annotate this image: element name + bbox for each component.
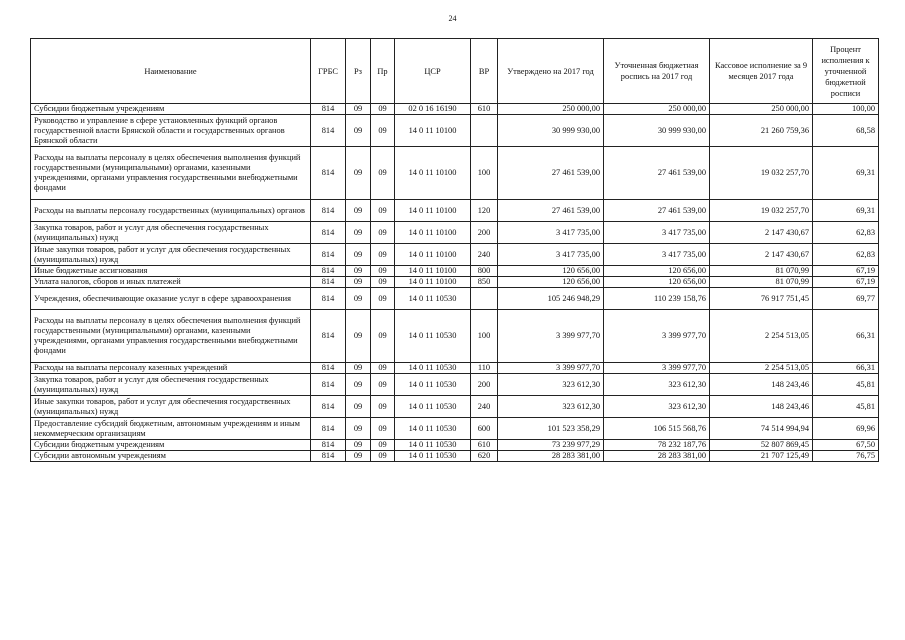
cell-cash: 81 070,99 [710,277,813,288]
cell-revised: 78 232 187,76 [604,440,710,451]
cell-grbs: 814 [311,244,346,266]
cell-percent: 67,50 [813,440,879,451]
cell-approved: 27 461 539,00 [498,200,604,222]
cell-rz: 09 [346,374,371,396]
cell-name: Расходы на выплаты персоналу в целях обеспечения выполнения функций государственными (муниципальными) органами, казенными учреждениями, органами управления государственными внебюджетными фондами [31,147,311,200]
cell-approved: 120 656,00 [498,266,604,277]
cell-name: Расходы на выплаты персоналу в целях обеспечения выполнения функций государственными (муниципальными) органами, казенными учреждениями, органами управления государственными внебюджетными фондами [31,310,311,363]
cell-rz: 09 [346,363,371,374]
cell-cash: 2 254 513,05 [710,310,813,363]
cell-name: Иные закупки товаров, работ и услуг для обеспечения государственных (муниципальных) нужд [31,396,311,418]
cell-pr: 09 [371,363,395,374]
header-percent: Процент исполнения к уточненной бюджетной росписи [813,39,879,104]
cell-vr: 610 [471,440,498,451]
header-revised: Уточненная бюджетная роспись на 2017 год [604,39,710,104]
cell-approved: 3 417 735,00 [498,222,604,244]
cell-percent: 68,58 [813,115,879,147]
table-row [31,451,879,462]
cell-rz: 09 [346,104,371,115]
cell-name: Расходы на выплаты персоналу казенных учреждений [31,363,311,374]
cell-pr: 09 [371,104,395,115]
cell-percent: 62,83 [813,222,879,244]
cell-percent: 67,19 [813,277,879,288]
cell-csr: 14 0 11 10100 [395,200,471,222]
cell-pr: 09 [371,288,395,310]
cell-approved: 120 656,00 [498,277,604,288]
cell-revised: 323 612,30 [604,374,710,396]
cell-approved: 323 612,30 [498,396,604,418]
cell-percent: 76,75 [813,451,879,462]
cell-csr: 14 0 11 10100 [395,115,471,147]
header-row [31,39,879,104]
cell-csr: 14 0 11 10530 [395,288,471,310]
cell-approved: 250 000,00 [498,104,604,115]
cell-name: Субсидии бюджетным учреждениям [31,104,311,115]
cell-revised: 3 399 977,70 [604,363,710,374]
cell-rz: 09 [346,440,371,451]
cell-vr: 200 [471,222,498,244]
cell-rz: 09 [346,310,371,363]
cell-rz: 09 [346,147,371,200]
cell-revised: 250 000,00 [604,104,710,115]
cell-rz: 09 [346,418,371,440]
cell-cash: 52 807 869,45 [710,440,813,451]
table-row [31,104,879,115]
cell-pr: 09 [371,222,395,244]
cell-revised: 106 515 568,76 [604,418,710,440]
cell-name: Уплата налогов, сборов и иных платежей [31,277,311,288]
cell-name: Иные закупки товаров, работ и услуг для обеспечения государственных (муниципальных) нужд [31,244,311,266]
cell-rz: 09 [346,288,371,310]
header-rz: Рз [346,39,371,104]
cell-revised: 27 461 539,00 [604,147,710,200]
cell-percent: 66,31 [813,310,879,363]
table-row [31,288,879,310]
cell-cash: 21 707 125,49 [710,451,813,462]
cell-revised: 323 612,30 [604,396,710,418]
cell-rz: 09 [346,200,371,222]
cell-cash: 2 147 430,67 [710,244,813,266]
header-grbs: ГРБС [311,39,346,104]
cell-approved: 3 399 977,70 [498,310,604,363]
cell-csr: 14 0 11 10530 [395,451,471,462]
cell-pr: 09 [371,200,395,222]
cell-percent: 62,83 [813,244,879,266]
cell-grbs: 814 [311,374,346,396]
table-row [31,374,879,396]
header-approved: Утверждено на 2017 год [498,39,604,104]
cell-rz: 09 [346,451,371,462]
table-row [31,363,879,374]
cell-csr: 14 0 11 10100 [395,266,471,277]
cell-grbs: 814 [311,418,346,440]
header-name: Наименование [31,39,311,104]
cell-grbs: 814 [311,396,346,418]
cell-approved: 3 417 735,00 [498,244,604,266]
cell-pr: 09 [371,277,395,288]
cell-grbs: 814 [311,266,346,277]
cell-csr: 14 0 11 10100 [395,222,471,244]
cell-csr: 14 0 11 10100 [395,147,471,200]
cell-vr: 120 [471,200,498,222]
cell-grbs: 814 [311,288,346,310]
cell-approved: 27 461 539,00 [498,147,604,200]
header-pr: Пр [371,39,395,104]
cell-pr: 09 [371,451,395,462]
cell-csr: 14 0 11 10530 [395,418,471,440]
budget-table [30,38,879,462]
cell-name: Субсидии бюджетным учреждениям [31,440,311,451]
cell-pr: 09 [371,374,395,396]
cell-cash: 2 147 430,67 [710,222,813,244]
table-row [31,418,879,440]
cell-approved: 30 999 930,00 [498,115,604,147]
cell-grbs: 814 [311,310,346,363]
cell-grbs: 814 [311,440,346,451]
cell-cash: 2 254 513,05 [710,363,813,374]
cell-csr: 14 0 11 10100 [395,277,471,288]
cell-vr: 110 [471,363,498,374]
cell-vr: 240 [471,396,498,418]
cell-revised: 110 239 158,76 [604,288,710,310]
table-row [31,147,879,200]
table-row [31,244,879,266]
cell-revised: 3 417 735,00 [604,244,710,266]
cell-grbs: 814 [311,104,346,115]
cell-vr [471,288,498,310]
page-number: 24 [448,14,457,23]
cell-percent: 69,31 [813,200,879,222]
cell-approved: 101 523 358,29 [498,418,604,440]
cell-percent: 69,96 [813,418,879,440]
header-vr: ВР [471,39,498,104]
cell-name: Расходы на выплаты персоналу государственных (муниципальных) органов [31,200,311,222]
cell-rz: 09 [346,115,371,147]
cell-pr: 09 [371,244,395,266]
cell-cash: 81 070,99 [710,266,813,277]
cell-vr: 620 [471,451,498,462]
cell-csr: 14 0 11 10530 [395,310,471,363]
cell-revised: 3 399 977,70 [604,310,710,363]
cell-rz: 09 [346,222,371,244]
cell-rz: 09 [346,244,371,266]
cell-rz: 09 [346,396,371,418]
cell-grbs: 814 [311,147,346,200]
cell-pr: 09 [371,396,395,418]
cell-cash: 21 260 759,36 [710,115,813,147]
table-row [31,266,879,277]
cell-approved: 28 283 381,00 [498,451,604,462]
cell-approved: 3 399 977,70 [498,363,604,374]
cell-csr: 02 0 16 16190 [395,104,471,115]
cell-pr: 09 [371,266,395,277]
cell-revised: 28 283 381,00 [604,451,710,462]
cell-approved: 105 246 948,29 [498,288,604,310]
cell-vr: 240 [471,244,498,266]
cell-percent: 45,81 [813,396,879,418]
cell-vr: 610 [471,104,498,115]
cell-vr: 100 [471,147,498,200]
cell-csr: 14 0 11 10100 [395,244,471,266]
cell-rz: 09 [346,277,371,288]
cell-pr: 09 [371,147,395,200]
table-row [31,115,879,147]
table-row [31,200,879,222]
cell-cash: 19 032 257,70 [710,147,813,200]
cell-vr: 600 [471,418,498,440]
cell-csr: 14 0 11 10530 [395,363,471,374]
cell-csr: 14 0 11 10530 [395,440,471,451]
table-row [31,222,879,244]
table-row [31,277,879,288]
header-csr: ЦСР [395,39,471,104]
cell-name: Закупка товаров, работ и услуг для обеспечения государственных (муниципальных) нужд [31,222,311,244]
cell-name: Субсидии автономным учреждениям [31,451,311,462]
cell-vr: 100 [471,310,498,363]
cell-revised: 27 461 539,00 [604,200,710,222]
cell-revised: 120 656,00 [604,277,710,288]
cell-csr: 14 0 11 10530 [395,396,471,418]
cell-pr: 09 [371,440,395,451]
cell-approved: 73 239 977,29 [498,440,604,451]
cell-name: Предоставление субсидий бюджетным, автономным учреждениям и иным некоммерческим организациям [31,418,311,440]
cell-percent: 69,31 [813,147,879,200]
cell-pr: 09 [371,310,395,363]
cell-csr: 14 0 11 10530 [395,374,471,396]
cell-name: Учреждения, обеспечивающие оказание услуг в сфере здравоохранения [31,288,311,310]
cell-name: Закупка товаров, работ и услуг для обеспечения государственных (муниципальных) нужд [31,374,311,396]
header-cash: Кассовое исполнение за 9 месяцев 2017 года [710,39,813,104]
cell-vr: 800 [471,266,498,277]
table-row [31,396,879,418]
cell-cash: 250 000,00 [710,104,813,115]
cell-grbs: 814 [311,200,346,222]
cell-grbs: 814 [311,115,346,147]
cell-cash: 148 243,46 [710,374,813,396]
cell-cash: 19 032 257,70 [710,200,813,222]
cell-rz: 09 [346,266,371,277]
cell-grbs: 814 [311,277,346,288]
cell-grbs: 814 [311,222,346,244]
cell-approved: 323 612,30 [498,374,604,396]
cell-cash: 74 514 994,94 [710,418,813,440]
cell-name: Иные бюджетные ассигнования [31,266,311,277]
cell-percent: 69,77 [813,288,879,310]
cell-percent: 45,81 [813,374,879,396]
cell-percent: 66,31 [813,363,879,374]
cell-percent: 100,00 [813,104,879,115]
cell-cash: 76 917 751,45 [710,288,813,310]
cell-revised: 120 656,00 [604,266,710,277]
cell-vr: 200 [471,374,498,396]
table-body [31,104,879,462]
cell-name: Руководство и управление в сфере установленных функций органов государственной власти Брянской области и государственных органов Брянской области [31,115,311,147]
cell-pr: 09 [371,418,395,440]
cell-grbs: 814 [311,363,346,374]
cell-vr: 850 [471,277,498,288]
cell-cash: 148 243,46 [710,396,813,418]
cell-percent: 67,19 [813,266,879,277]
cell-grbs: 814 [311,451,346,462]
cell-vr [471,115,498,147]
table-row [31,440,879,451]
table-row [31,310,879,363]
cell-revised: 3 417 735,00 [604,222,710,244]
cell-pr: 09 [371,115,395,147]
cell-revised: 30 999 930,00 [604,115,710,147]
